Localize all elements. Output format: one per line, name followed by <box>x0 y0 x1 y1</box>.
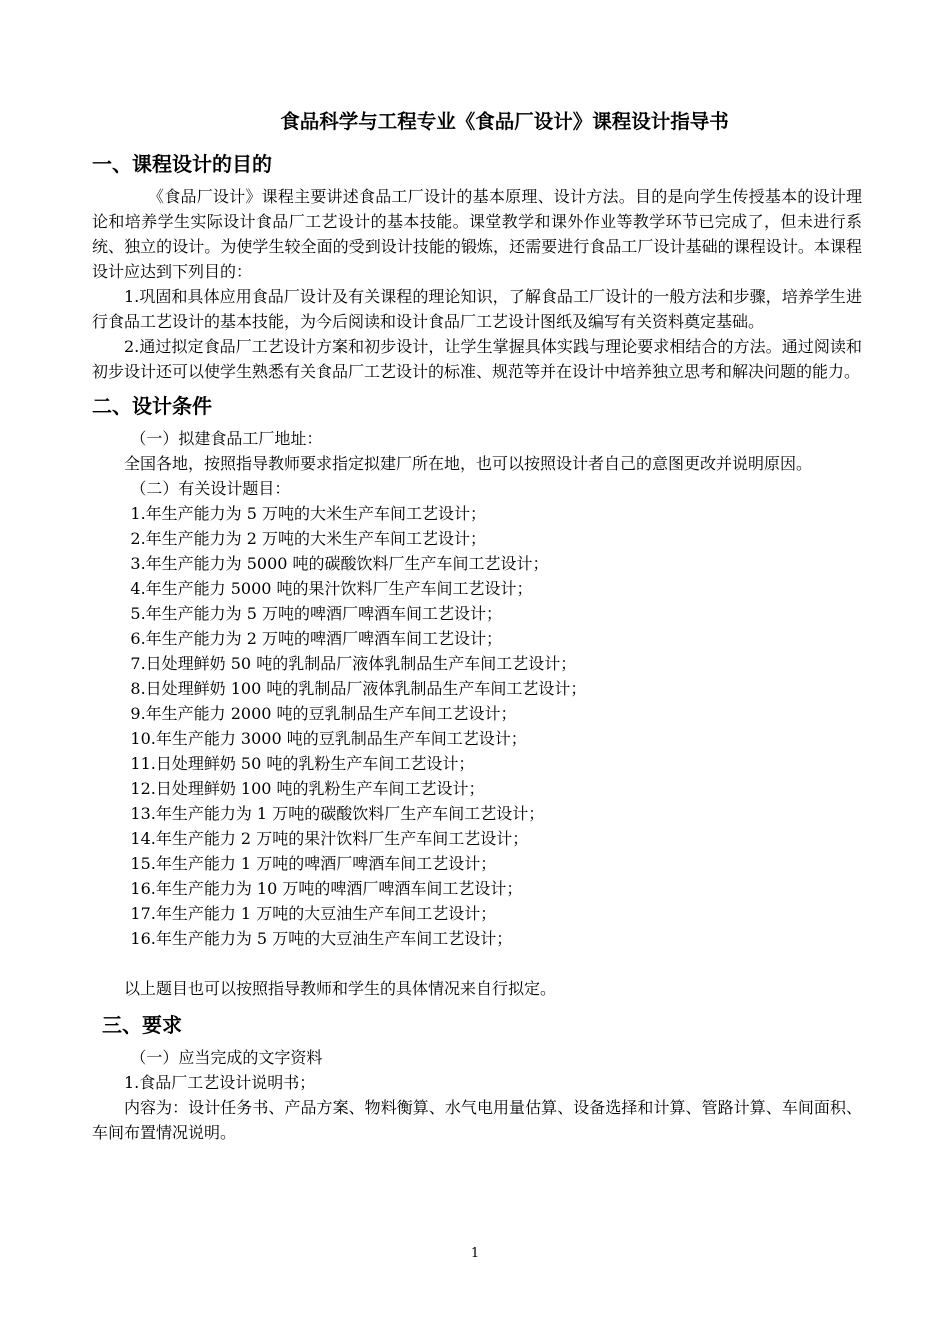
blank-line <box>92 951 862 976</box>
section-heading-requirements: 三、要求 <box>102 1013 182 1037</box>
list-item: 17.年生产能力 1 万吨的大豆油生产车间工艺设计； <box>130 904 497 923</box>
list-item: 6.年生产能力为 2 万吨的啤酒厂啤酒车间工艺设计； <box>130 629 503 648</box>
list-item: 16.年生产能力为 5 万吨的大豆油生产车间工艺设计； <box>130 929 513 948</box>
list-item: 5.年生产能力为 5 万吨的啤酒厂啤酒车间工艺设计； <box>130 604 503 623</box>
list-item: 11.日处理鲜奶 50 吨的乳粉生产车间工艺设计； <box>130 754 475 773</box>
section-heading-purpose: 一、课程设计的目的 <box>92 152 272 176</box>
list-item: 4.年生产能力 5000 吨的果汁饮料厂生产车间工艺设计； <box>130 579 533 598</box>
list-item: 10.年生产能力 3000 吨的豆乳制品生产车间工艺设计； <box>130 729 527 748</box>
section-heading-conditions: 二、设计条件 <box>92 394 212 418</box>
required-item-1: 1.食品厂工艺设计说明书； <box>124 1073 316 1092</box>
subheading-design-topics: （二）有关设计题目： <box>130 479 291 498</box>
list-item: 3.年生产能力为 5000 吨的碳酸饮料厂生产车间工艺设计； <box>130 554 549 573</box>
list-item: 1.年生产能力为 5 万吨的大米生产车间工艺设计； <box>130 504 487 523</box>
design-topics-list <box>92 501 862 951</box>
subheading-factory-location: （一）拟建食品工厂地址： <box>130 429 323 448</box>
page-number: 1 <box>470 1246 480 1261</box>
purpose-intro-paragraph: 《食品厂设计》课程主要讲述食品工厂设计的基本原理、设计方法。目的是向学生传授基本的设计理论和培养学生实际设计食品厂工艺设计的基本技能。课堂教学和课外作业等教学环节已完成了，但未进行系统、独立的设计。为使学生较全面的受到设计技能的锻炼，还需要进行食品工厂设计基础的课程设计。本课程设计应达到下列目的： <box>92 187 862 281</box>
purpose-goal-2: 2.通过拟定食品厂工艺设计方案和初步设计，让学生掌握具体实践与理论要求相结合的方法。通过阅读和初步设计还可以使学生熟悉有关食品厂工艺设计的标准、规范等并在设计中培养独立思考和解决问题的能力。 <box>92 337 862 381</box>
required-content-paragraph: 内容为：设计任务书、产品方案、物料衡算、水气电用量估算、设备选择和计算、管路计算、车间面积、车间布置情况说明。 <box>92 1098 862 1142</box>
list-item: 8.日处理鲜奶 100 吨的乳制品厂液体乳制品生产车间工艺设计； <box>130 679 587 698</box>
list-item: 14.年生产能力 2 万吨的果汁饮料厂生产车间工艺设计； <box>130 829 529 848</box>
subheading-required-documents: （一）应当完成的文字资料 <box>130 1048 323 1067</box>
list-item: 13.年生产能力为 1 万吨的碳酸饮料厂生产车间工艺设计； <box>130 804 545 823</box>
topics-note: 以上题目也可以按照指导教师和学生的具体情况来自行拟定。 <box>124 979 557 998</box>
document-page <box>92 100 862 1145</box>
list-item: 16.年生产能力为 10 万吨的啤酒厂啤酒车间工艺设计； <box>130 879 523 898</box>
location-paragraph: 全国各地，按照指导教师要求指定拟建厂所在地，也可以按照设计者自己的意图更改并说明原因。 <box>124 454 813 473</box>
list-item: 7.日处理鲜奶 50 吨的乳制品厂液体乳制品生产车间工艺设计； <box>130 654 577 673</box>
list-item: 15.年生产能力 1 万吨的啤酒厂啤酒车间工艺设计； <box>130 854 497 873</box>
list-item: 12.日处理鲜奶 100 吨的乳粉生产车间工艺设计； <box>130 779 485 798</box>
document-title: 食品科学与工程专业《食品厂设计》课程设计指导书 <box>280 110 729 133</box>
list-item: 2.年生产能力为 2 万吨的大米生产车间工艺设计； <box>130 529 487 548</box>
list-item: 9.年生产能力 2000 吨的豆乳制品生产车间工艺设计； <box>130 704 517 723</box>
purpose-goal-1: 1.巩固和具体应用食品厂设计及有关课程的理论知识，了解食品工厂设计的一般方法和步骤，培养学生进行食品工艺设计的基本技能，为今后阅读和设计食品厂工艺设计图纸及编写有关资料奠定基础。 <box>92 287 862 331</box>
